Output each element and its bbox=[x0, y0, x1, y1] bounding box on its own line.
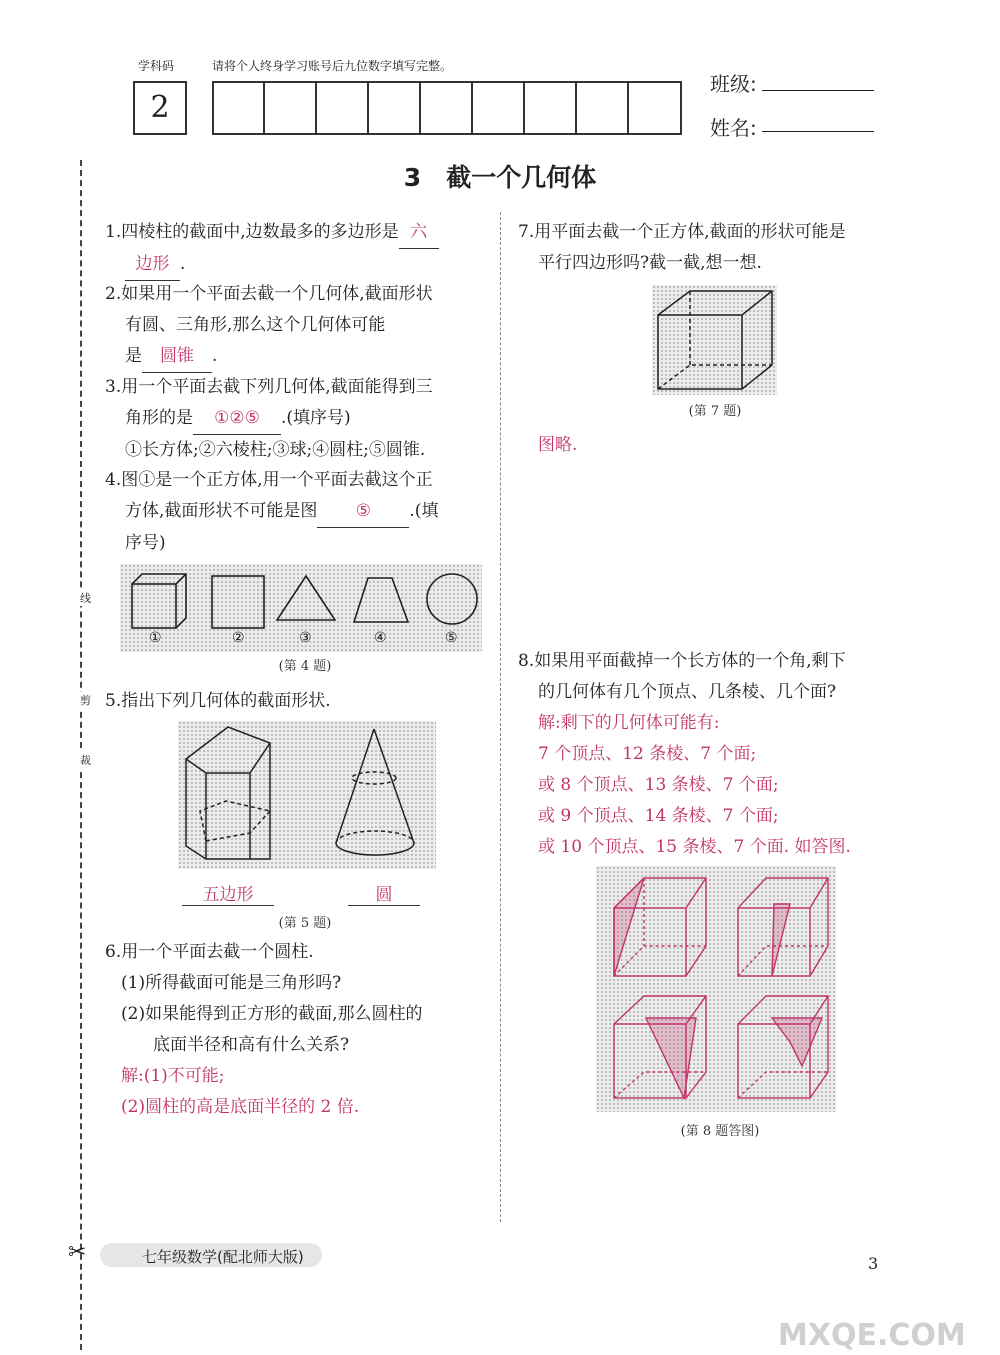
q6-answer-1: 解:(1)不可能; bbox=[121, 1066, 225, 1086]
q6-answer-2: (2)圆柱的高是底面半径的 2 倍. bbox=[121, 1097, 360, 1117]
question-6: 6.用一个平面去截一个圆柱. (1)所得截面可能是三角形吗? (2)如果能得到正方形的截面,那么圆柱的 底面半径和高有什么关系? 解:(1)不可能; (2)圆柱的高是底面半径的 2 倍. bbox=[105, 942, 423, 1117]
trapezoid-shape bbox=[354, 578, 408, 622]
q4-label-3: ③ bbox=[299, 630, 312, 646]
q5-answer-2: 圆 bbox=[348, 880, 420, 906]
q3-answer: ①②⑤ bbox=[193, 403, 281, 435]
name-field[interactable] bbox=[762, 131, 874, 132]
circle-shape bbox=[427, 574, 477, 624]
account-note: 请将个人终身学习账号后九位数字填写完整。 bbox=[212, 59, 453, 73]
q2-answer: 圆锥 bbox=[142, 341, 212, 373]
q7-figure bbox=[652, 285, 777, 395]
cube-shape bbox=[132, 584, 176, 628]
book-title: 七年级数学(配北师大版) bbox=[142, 1248, 304, 1266]
watermark: MXQE.COM bbox=[778, 1318, 966, 1353]
name-label: 姓名: bbox=[710, 116, 757, 140]
question-7: 7.用平面去截一个正方体,截面的形状可能是 平行四边形吗?截一截,想一想. bbox=[518, 222, 846, 273]
margin-text-3: 裁 bbox=[80, 754, 91, 767]
q8-figure bbox=[596, 866, 836, 1112]
subject-code-box bbox=[133, 81, 187, 135]
margin-text-2: 剪 bbox=[80, 694, 91, 707]
column-divider bbox=[500, 212, 501, 1222]
q4-label-2: ② bbox=[232, 630, 245, 646]
question-2: 2.如果用一个平面去截一个几何体,截面形状 有圆、三角形,那么这个几何体可能 是 圆锥 . bbox=[105, 279, 490, 373]
q5-answer-1: 五边形 bbox=[182, 880, 274, 906]
page-number: 3 bbox=[868, 1254, 879, 1273]
subject-code: 2 bbox=[150, 90, 170, 125]
q4-answer: ⑤ bbox=[317, 496, 409, 528]
prism-outline bbox=[186, 727, 270, 859]
account-number-boxes[interactable] bbox=[212, 81, 682, 135]
class-field[interactable] bbox=[762, 90, 874, 91]
class-label: 班级: bbox=[710, 72, 757, 96]
q8-answer: 解:剩下的几何体可能有: 7 个顶点、12 条棱、7 个面; 或 8 个顶点、13 条棱、7 个面; 或 9 个顶点、14 条棱、7 个面; 或 10 个顶点、15 条棱、7 个面. 如答图. bbox=[538, 713, 851, 857]
q5-figure bbox=[178, 721, 436, 869]
q4-label-4: ④ bbox=[374, 630, 387, 646]
q4-label-5: ⑤ bbox=[445, 630, 458, 646]
question-3: 3.用一个平面去截下列几何体,截面能得到三 角形的是 ①②⑤ .(填序号) ①长方体;②六棱柱;③球;④圆柱;⑤圆锥. bbox=[105, 377, 433, 460]
cone-left-edge bbox=[336, 729, 374, 843]
question-1: 1.四棱柱的截面中,边数最多的多边形是 六 边形 . bbox=[105, 217, 490, 281]
cube-front bbox=[658, 315, 742, 389]
question-5: 5.指出下列几何体的截面形状. bbox=[105, 691, 331, 711]
q4-figure bbox=[120, 564, 482, 652]
q1-answer-a: 六 bbox=[399, 217, 439, 249]
square-shape bbox=[212, 576, 264, 628]
q1-answer-b: 边形 bbox=[125, 249, 180, 281]
q8-caption: (第 8 题答图) bbox=[680, 1124, 760, 1139]
question-4: 4.图①是一个正方体,用一个平面去截这个正 方体,截面形状不可能是图 ⑤ .(填 序号) bbox=[105, 470, 439, 553]
q7-caption: (第 7 题) bbox=[688, 404, 742, 419]
q5-caption: (第 5 题) bbox=[278, 916, 332, 931]
q4-caption: (第 4 题) bbox=[278, 659, 332, 674]
margin-text-1: 线 bbox=[80, 592, 91, 605]
section-title: 3 截一个几何体 bbox=[403, 163, 597, 192]
cone-right-edge bbox=[374, 729, 414, 843]
q4-label-1: ① bbox=[149, 630, 162, 646]
scissors-icon: ✂ bbox=[68, 1240, 87, 1265]
q7-answer: 图略. bbox=[538, 435, 578, 455]
triangle-shape bbox=[277, 576, 335, 620]
question-8: 8.如果用平面截掉一个长方体的一个角,剩下 的几何体有几个顶点、几条棱、几个面? bbox=[518, 651, 846, 702]
subject-code-label: 学科码 bbox=[138, 59, 175, 73]
